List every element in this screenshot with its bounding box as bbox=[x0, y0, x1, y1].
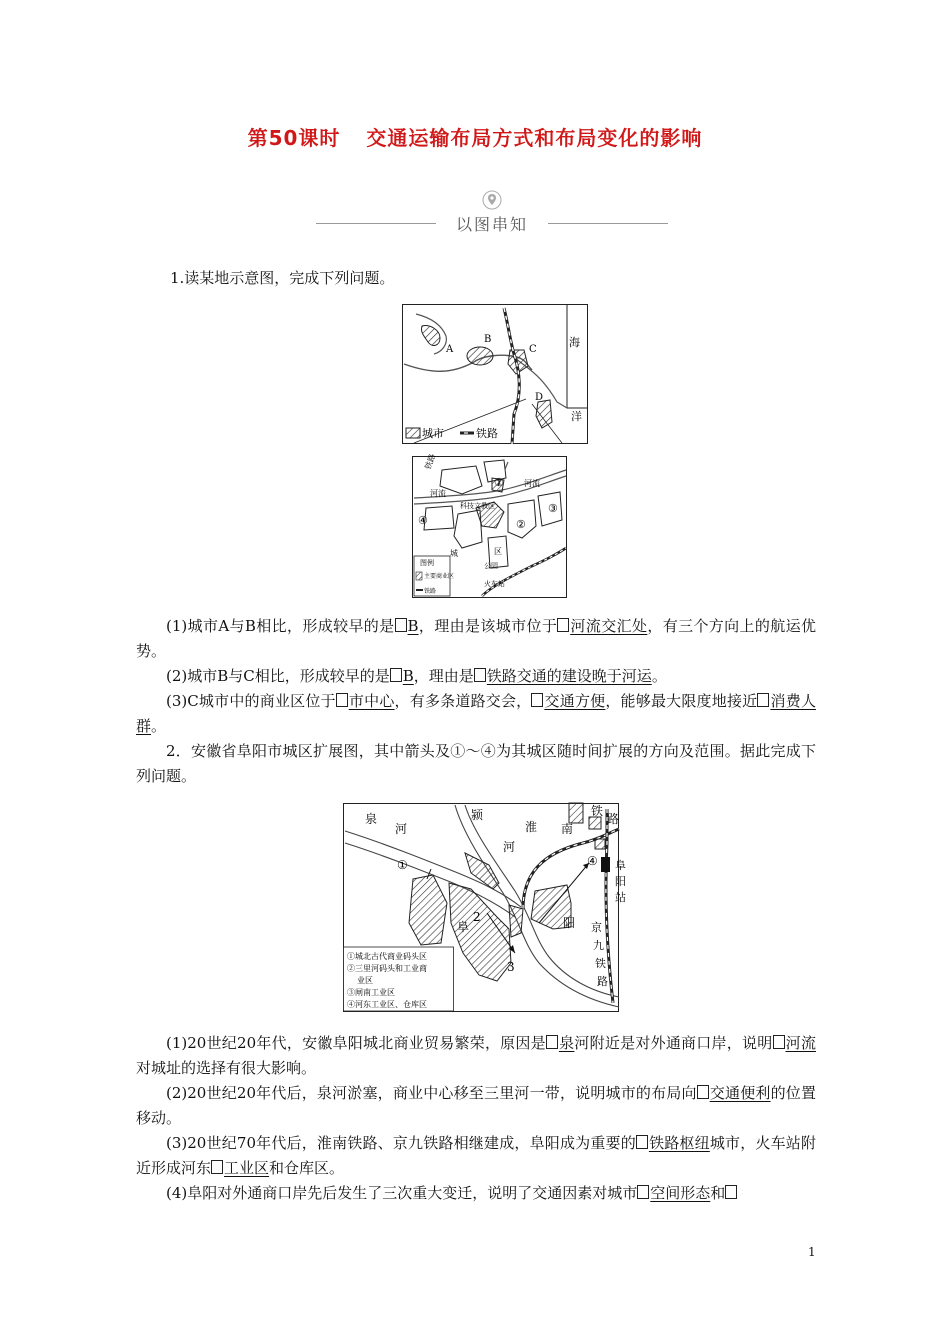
label-area: 区 bbox=[494, 547, 502, 556]
label-sea-1: 海 bbox=[569, 336, 580, 349]
label-num-2: 2 bbox=[473, 910, 481, 924]
label-station-1: 阜 bbox=[615, 859, 626, 872]
label-num-1: ① bbox=[397, 858, 408, 872]
q2-map bbox=[343, 803, 626, 1012]
title-main: 交通运输布局方式和布局变化的影响 bbox=[366, 126, 703, 150]
label-river-right: 河流 bbox=[524, 479, 540, 488]
label-huainan-4: 路 bbox=[606, 812, 619, 826]
label-b: B bbox=[484, 334, 492, 345]
legend-2b: 业区 bbox=[357, 976, 373, 985]
label-num-1: ① bbox=[494, 476, 504, 489]
q2-stem: 2．安徽省阜阳市城区扩展图，其中箭头及①～④为其城区随时间扩展的方向及范围。据此完成下列问题。 bbox=[136, 742, 816, 785]
legend-rail-small: 铁路 bbox=[424, 588, 437, 595]
label-quan-2: 河 bbox=[395, 822, 408, 836]
label-sea-2: 洋 bbox=[571, 410, 582, 423]
section-header bbox=[316, 190, 668, 236]
legend-rail: 铁路 bbox=[476, 427, 498, 440]
label-c: C bbox=[529, 344, 537, 355]
q2-part-4: (4)阜阳对外通商口岸先后发生了三次重大变迁，说明了交通因素对城市 空间形态和 bbox=[136, 1181, 816, 1206]
district-4b bbox=[569, 803, 583, 823]
label-city-yang: 阳 bbox=[563, 916, 576, 930]
label-station: 火车站 bbox=[484, 580, 505, 588]
section-label: 以图串知 bbox=[455, 215, 528, 234]
page-title bbox=[0, 122, 950, 151]
label-park: 公园 bbox=[484, 562, 498, 570]
label-num-2: ② bbox=[516, 518, 526, 531]
q2-part-2: (2)20世纪20年代后，泉河淤塞，商业中心移至三里河一带，说明城市的布局向 交通便利的位置移动。 bbox=[136, 1084, 816, 1127]
q1-part-1: (1)城市A与B相比，形成较早的是 B，理由是该城市位于 河流交汇处，有三个方向上的航运优势。 bbox=[136, 617, 816, 660]
divider-right bbox=[548, 223, 668, 224]
label-sci-district: 科技文教区 bbox=[460, 502, 495, 510]
label-huainan-2: 南 bbox=[561, 822, 574, 836]
legend-4: ④河东工业区、仓库区 bbox=[347, 1000, 427, 1009]
q1-stem: 1.读某地示意图，完成下列问题。 bbox=[170, 269, 395, 287]
label-a: A bbox=[446, 344, 454, 355]
label-jingjiu-4: 路 bbox=[597, 975, 608, 988]
label-jingjiu-1: 京 bbox=[591, 921, 602, 934]
legend-2a: ②三里河码头和工业商 bbox=[347, 964, 427, 973]
label-station-3: 站 bbox=[615, 891, 626, 904]
station-marker bbox=[601, 857, 610, 872]
label-rail-vertical: 铁路 bbox=[423, 452, 438, 471]
city-b-marker bbox=[467, 347, 493, 365]
label-num-4: ④ bbox=[587, 854, 598, 868]
label-quan-1: 泉 bbox=[365, 812, 378, 826]
q2-part-1: (1)20世纪20年代，安徽阜阳城北商业贸易繁荣，原因是 泉河附近是对外通商口岸，说明 河流对城址的选择有很大影响。 bbox=[136, 1034, 816, 1077]
label-huainan-1: 淮 bbox=[525, 820, 538, 834]
q2-part-3: (3)20世纪70年代后，淮南铁路、京九铁路相继建成，阜阳成为重要的 铁路枢纽城市，火车站附近形成河东 工业区和仓库区。 bbox=[136, 1134, 816, 1177]
title-lesson: 第50课时 bbox=[247, 126, 341, 150]
q1-part-2: (2)城市B与C相比，形成较早的是 B，理由是 铁路交通的建设晚于河运。 bbox=[166, 667, 667, 685]
label-jingjiu-3: 铁 bbox=[595, 957, 606, 970]
legend-1: ①城北古代商业码头区 bbox=[347, 952, 427, 961]
legend-city: 城市 bbox=[422, 427, 444, 440]
q1-part-3: (3)C城市中的商业区位于 市中心，有多条道路交会， 交通方便，能够最大限度地接近 消费人群。 bbox=[136, 692, 816, 735]
legend-title: 图例 bbox=[420, 559, 434, 567]
q1-map-top bbox=[402, 304, 588, 444]
label-huainan-3: 铁 bbox=[591, 804, 604, 818]
label-num-3: 3 bbox=[507, 960, 515, 974]
label-jingjiu-2: 九 bbox=[593, 939, 604, 952]
legend-3: ③闸南工业区 bbox=[347, 988, 395, 997]
label-num-4: ④ bbox=[418, 514, 428, 527]
label-city: 城 bbox=[450, 549, 458, 558]
location-pin-icon bbox=[482, 190, 502, 210]
district-3 bbox=[509, 905, 523, 937]
label-num-3: ③ bbox=[548, 502, 558, 515]
label-d: D bbox=[535, 392, 544, 403]
label-river-left: 河流 bbox=[430, 489, 446, 498]
legend-commerce: 主要商业区 bbox=[424, 573, 455, 580]
label-ying-2: 河 bbox=[503, 840, 516, 854]
label-ying-1: 颍 bbox=[471, 808, 484, 822]
label-station-2: 阳 bbox=[615, 875, 626, 888]
label-city-fu: 阜 bbox=[457, 920, 470, 934]
q1-map-bottom bbox=[412, 452, 567, 598]
divider-left bbox=[316, 223, 436, 224]
page-number: 1 bbox=[808, 1245, 816, 1259]
